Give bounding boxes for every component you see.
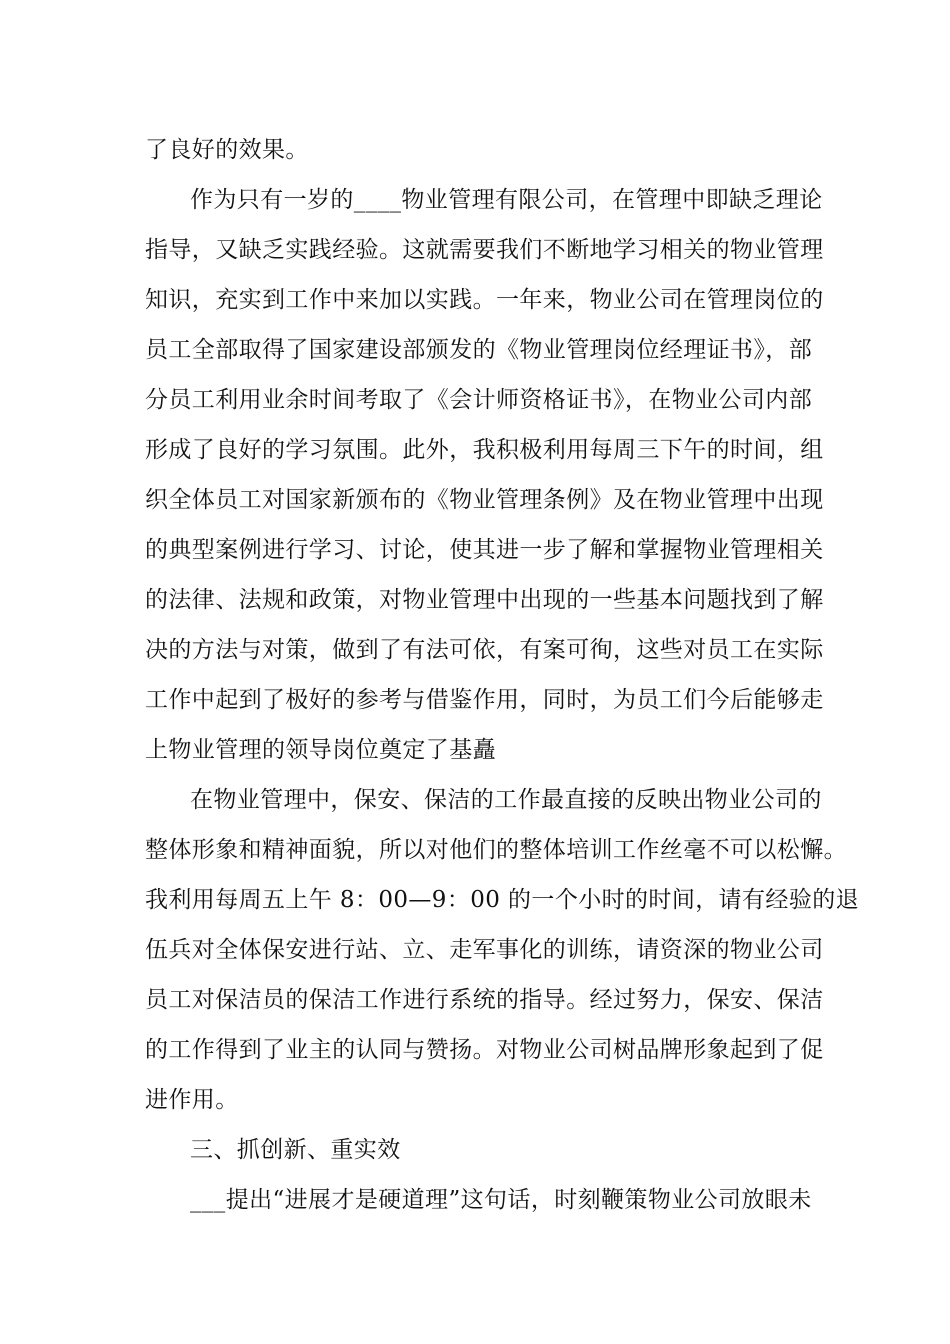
text-line: 工作中起到了极好的参考与借鉴作用，同时，为员工们今后能够走 bbox=[145, 687, 824, 713]
text-line: 了良好的效果。 bbox=[145, 137, 309, 163]
text-line: 的法律、法规和政策，对物业管理中出现的一些基本问题找到了解 bbox=[145, 587, 824, 613]
text-line: 决的方法与对策，做到了有法可依，有案可徇，这些对员工在实际 bbox=[145, 637, 824, 663]
text-line: 员工对保洁员的保洁工作进行系统的指导。经过努力，保安、保洁 bbox=[145, 987, 824, 1013]
text-line: 伍兵对全体保安进行站、立、走军事化的训练，请资深的物业公司 bbox=[145, 937, 824, 963]
paragraph-first-line: 作为只有一岁的____物业管理有限公司，在管理中即缺乏理论 bbox=[190, 187, 823, 213]
text-line: 形成了良好的学习氛围。此外，我积极利用每周三下午的时间，组 bbox=[145, 437, 824, 463]
text-line: 分员工利用业余时间考取了《会计师资格证书》，在物业公司内部 bbox=[145, 387, 813, 413]
text-line: 员工全部取得了国家建设部颁发的《物业管理岗位经理证书》，部 bbox=[145, 337, 813, 363]
text-line: 的典型案例进行学习、讨论，使其进一步了解和掌握物业管理相关 bbox=[145, 537, 824, 563]
text-line: 指导，又缺乏实践经验。这就需要我们不断地学习相关的物业管理 bbox=[145, 237, 824, 263]
text-line: 上物业管理的领导岗位奠定了基矗 bbox=[145, 737, 496, 763]
text-line: 我利用每周五上午 8：00—9：00 的一个小时的时间，请有经验的退 bbox=[145, 887, 860, 913]
text-line: 整体形象和精神面貌，所以对他们的整体培训工作丝毫不可以松懈。 bbox=[145, 837, 847, 863]
text-line: 的工作得到了业主的认同与赞扬。对物业公司树品牌形象起到了促 bbox=[145, 1037, 824, 1063]
text-line: 织全体员工对国家新颁布的《物业管理条例》及在物业管理中出现 bbox=[145, 487, 824, 513]
paragraph-first-line: ___提出“进展才是硬道理”这句话，时刻鞭策物业公司放眼未 bbox=[190, 1187, 812, 1213]
text-line: 进作用。 bbox=[145, 1087, 239, 1113]
paragraph-first-line: 在物业管理中，保安、保洁的工作最直接的反映出物业公司的 bbox=[190, 787, 822, 813]
text-line: 知识，充实到工作中来加以实践。一年来，物业公司在管理岗位的 bbox=[145, 287, 824, 313]
section-heading: 三、抓创新、重实效 bbox=[190, 1137, 401, 1163]
